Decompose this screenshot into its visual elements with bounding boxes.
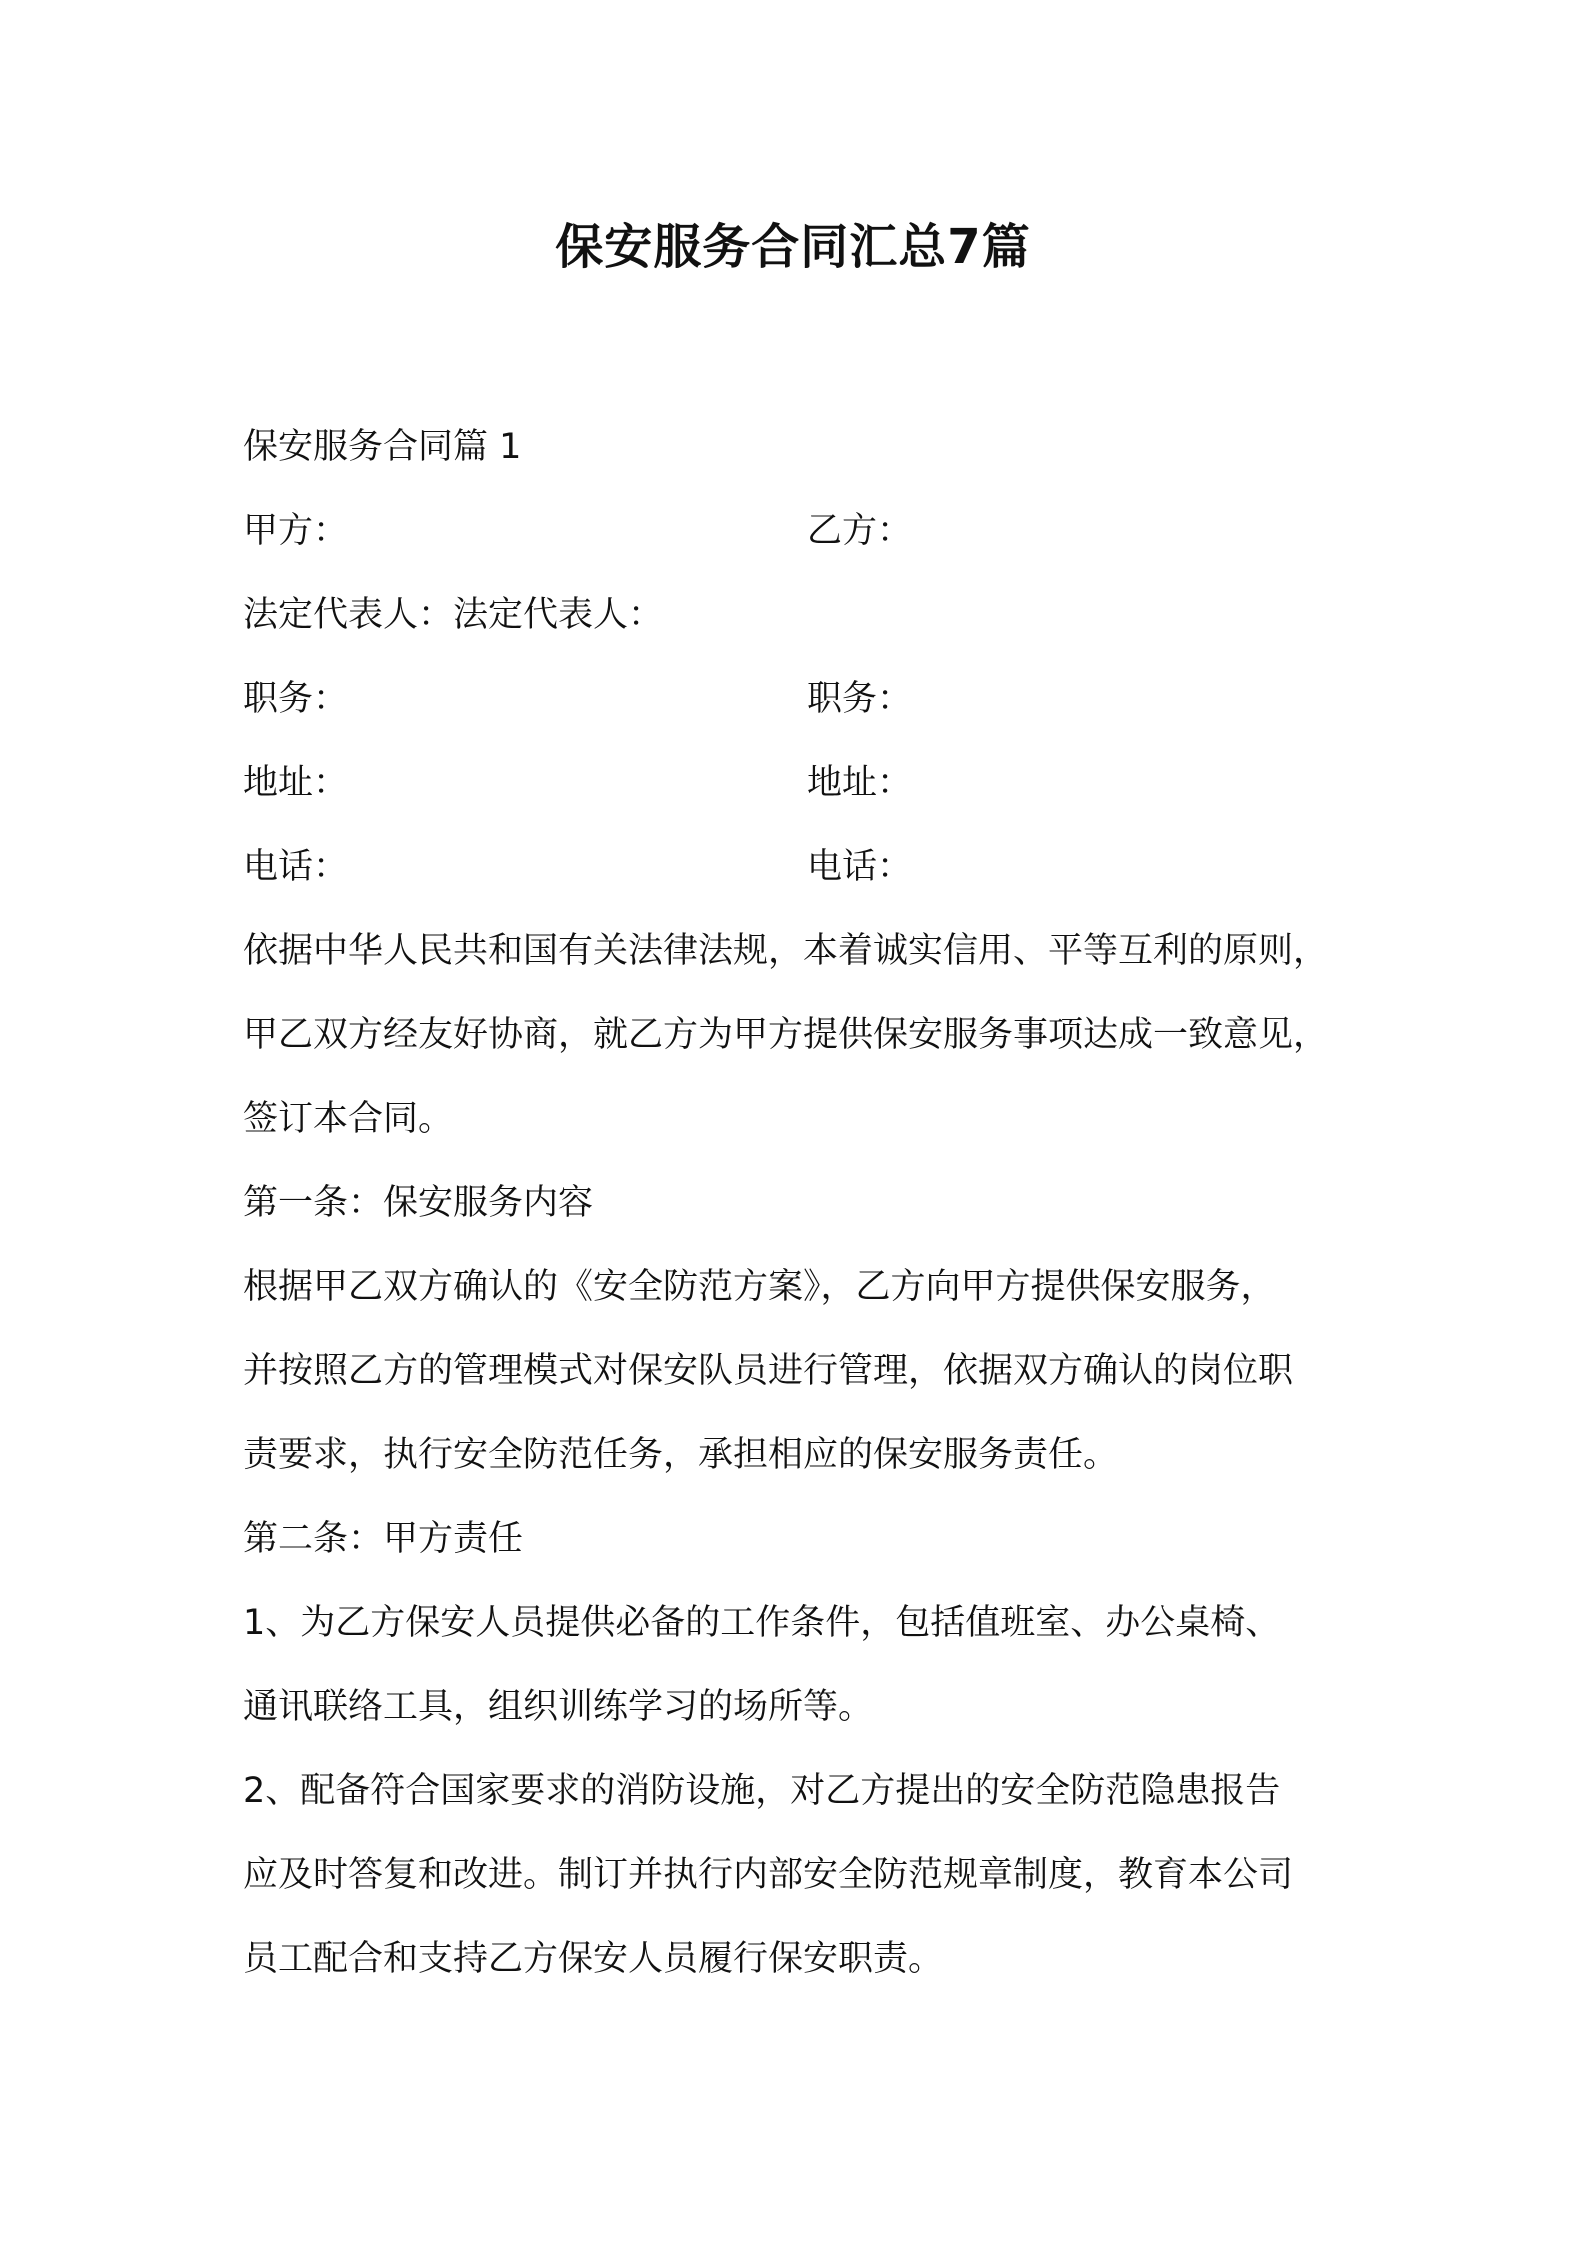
article-2-line: 通讯联络工具，组织训练学习的场所等。 (243, 1687, 874, 1727)
article-2-line: 1、为乙方保安人员提供必备的工作条件，包括值班室、办公桌椅、 (243, 1603, 1281, 1643)
document-body (243, 405, 1383, 2001)
article-1-line: 并按照乙方的管理模式对保安队员进行管理，依据双方确认的岗位职 (243, 1351, 1294, 1391)
intro-line: 甲乙双方经友好协商，就乙方为甲方提供保安服务事项达成一致意见， (243, 1015, 1329, 1055)
article-1-line: 根据甲乙双方确认的《安全防范方案》，乙方向甲方提供保安服务， (243, 1267, 1276, 1307)
party-b-label: 乙方： (807, 511, 913, 551)
address-label-b: 地址： (807, 763, 913, 803)
document-title: 保安服务合同汇总7篇 (555, 219, 1031, 275)
article-2-line: 应及时答复和改进。制订并执行内部安全防范规章制度，教育本公司 (243, 1855, 1294, 1895)
intro-line: 签订本合同。 (243, 1099, 454, 1139)
address-label-a: 地址： (243, 763, 349, 803)
intro-line: 依据中华人民共和国有关法律法规，本着诚实信用、平等互利的原则， (243, 931, 1329, 971)
article-2-line: 2、配备符合国家要求的消防设施，对乙方提出的安全防范隐患报告 (243, 1771, 1281, 1811)
address-row (243, 741, 1383, 825)
position-row (243, 657, 1383, 741)
article-2-heading: 第二条：甲方责任 (243, 1519, 524, 1559)
phone-label-a: 电话： (243, 847, 349, 887)
phone-label-b: 电话： (807, 847, 913, 887)
party-a-label: 甲方： (243, 511, 349, 551)
article-1-line: 责要求，执行安全防范任务，承担相应的保安服务责任。 (243, 1435, 1119, 1475)
article-2-line: 员工配合和支持乙方保安人员履行保安职责。 (243, 1939, 944, 1979)
article-1-heading: 第一条：保安服务内容 (243, 1183, 594, 1223)
legal-rep-line: 法定代表人：法定代表人： (243, 595, 664, 635)
party-row (243, 489, 1383, 573)
phone-row (243, 825, 1383, 909)
section-heading: 保安服务合同篇 1 (243, 427, 522, 467)
position-label-a: 职务： (243, 679, 349, 719)
position-label-b: 职务： (807, 679, 913, 719)
